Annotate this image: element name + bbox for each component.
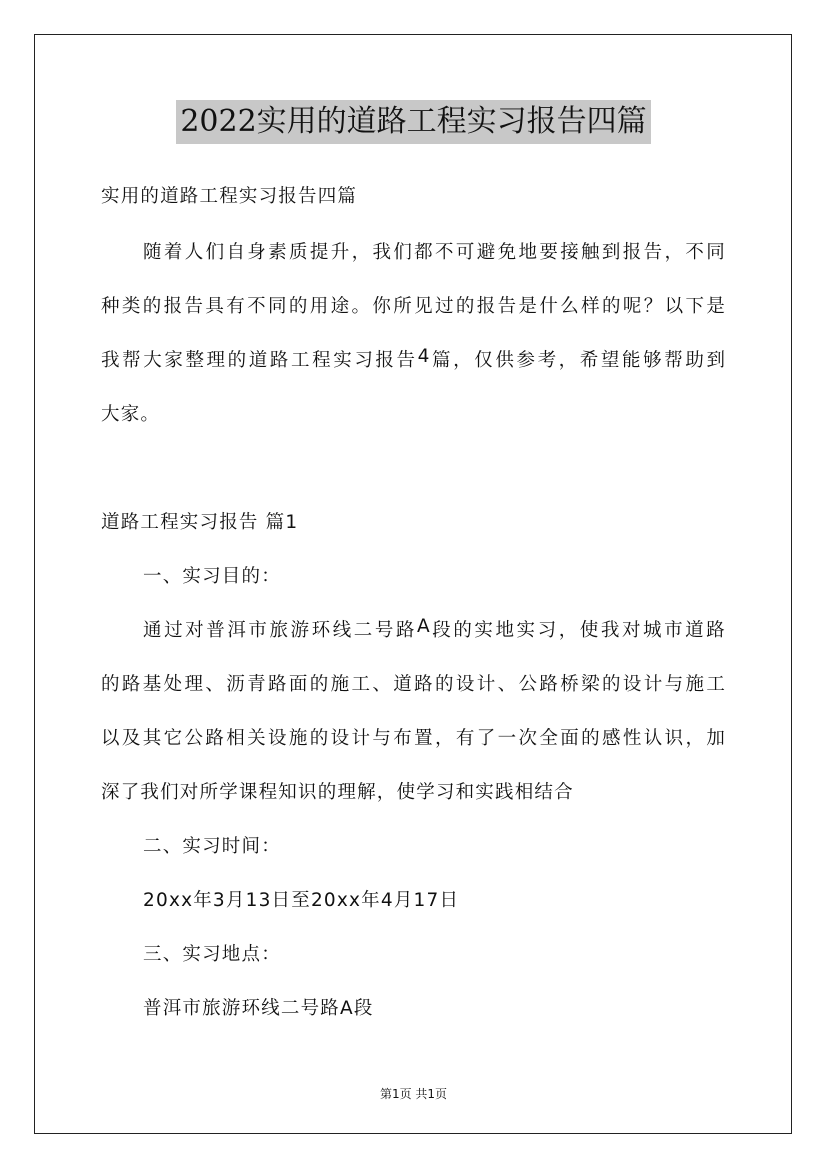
- time-heading: 二、实习时间：: [143, 836, 281, 857]
- place-heading: 三、实习地点：: [143, 944, 281, 965]
- purpose-line-3: 以 及 其 它 公 路 相 关 设 施 的 设 计 与 布 置 ， 有 了 一 次 全 面 的 感 性 认 识 ， 加: [101, 728, 725, 749]
- purpose-line-4: 深了我们对所学课程知识的理解，使学习和实践相结合: [101, 782, 574, 803]
- intro-line-1: 随 着 人 们 自 身 素 质 提 升 ， 我 们 都 不 可 避 免 地 要 接 触 到 报 告 ， 不 同: [143, 242, 725, 263]
- page-footer: 第1页 共1页: [379, 1087, 448, 1101]
- section-heading: 道路工程实习报告 篇1: [101, 512, 299, 533]
- purpose-line-2: 的 路 基 处 理 、 沥 青 路 面 的 施 工 、 道 路 的 设 计 、 公 路 桥 梁 的 设 计 与 施 工: [101, 674, 725, 695]
- intro-line-4: 大家。: [101, 404, 161, 425]
- intro-line-3: 我 帮 大 家 整 理 的 道 路 工 程 实 习 报 告 4 篇 ， 仅 供 参 考 ， 希 望 能 够 帮 助 到: [101, 346, 725, 371]
- title-container: [0, 100, 827, 144]
- document-subtitle: 实用的道路工程实习报告四篇: [101, 186, 358, 207]
- intro-line-2: 种 类 的 报 告 具 有 不 同 的 用 途 。 你 所 见 过 的 报 告 是 什 么 样 的 呢 ？ 以 下 是: [101, 296, 725, 317]
- document-title: 2022实用的道路工程实习报告四篇: [176, 100, 650, 144]
- place-value: 普洱市旅游环线二号路A段: [143, 998, 374, 1019]
- purpose-line-1: 通 过 对 普 洱 市 旅 游 环 线 二 号 路 A 段 的 实 地 实 习 ， 使 我 对 城 市 道 路: [143, 616, 725, 641]
- time-value: 20xx年3月13日至20xx年4月17日: [143, 890, 460, 911]
- purpose-heading: 一、实习目的：: [143, 566, 281, 587]
